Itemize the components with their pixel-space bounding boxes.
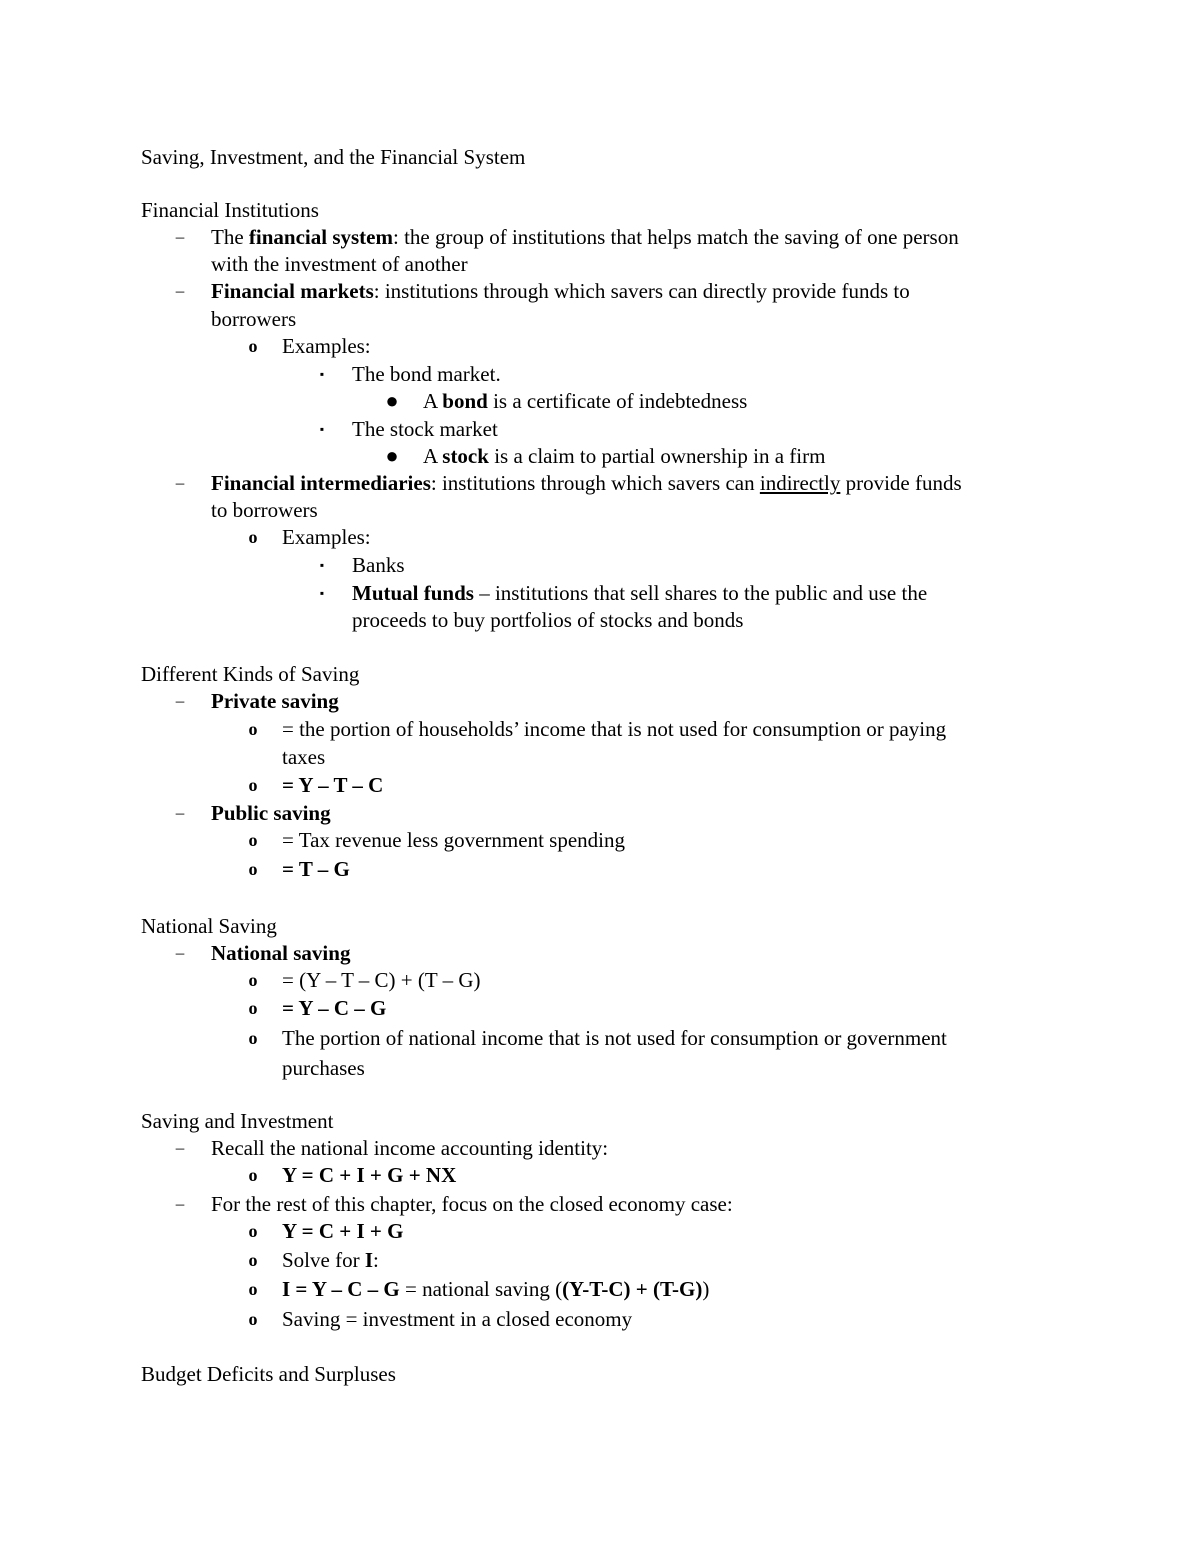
recall-identity-item: Recall the national income accounting identity: [211, 1136, 609, 1160]
circle-bullet: o [248, 1165, 258, 1185]
document-title: Saving, Investment, and the Financial System [141, 145, 526, 169]
investment-equation: I = Y – C – G = national saving ((Y-T-C) + (T-G)) [282, 1277, 710, 1301]
open-economy-identity: Y = C + I + G + NX [282, 1163, 457, 1187]
dot-bullet: ● [385, 388, 399, 413]
financial-intermediaries-item: Financial intermediaries: institutions through which savers can indirectly provide funds [211, 471, 962, 495]
term-financial-system: financial system [248, 225, 393, 249]
national-saving-equation-2: = Y – C – G [282, 996, 387, 1020]
mutual-funds-item-cont: proceeds to buy portfolios of stocks and bonds [352, 608, 744, 632]
section-heading-budget: Budget Deficits and Surpluses [141, 1362, 396, 1386]
dot-bullet: ● [385, 443, 399, 468]
financial-system-item: The financial system: the group of institutions that helps match the saving of one person [211, 225, 959, 249]
banks-item: Banks [352, 553, 405, 577]
term-mutual-funds: Mutual funds [352, 581, 474, 605]
term-bond: bond [442, 389, 488, 413]
closed-economy-focus-item: For the rest of this chapter, focus on the closed economy case: [211, 1192, 733, 1216]
financial-markets-item-cont: borrowers [211, 307, 297, 331]
dash-bullet: – [175, 1138, 185, 1157]
closed-economy-identity: Y = C + I + G [282, 1219, 404, 1243]
circle-bullet: o [248, 830, 258, 850]
public-saving-equation: = T – G [282, 857, 350, 881]
section-heading-financial-institutions: Financial Institutions [141, 198, 319, 222]
circle-bullet: o [248, 336, 258, 356]
financial-intermediaries-item-cont: to borrowers [211, 498, 318, 522]
private-saving-term: Private saving [211, 689, 339, 713]
circle-bullet: o [248, 1028, 258, 1048]
circle-bullet: o [248, 970, 258, 990]
financial-markets-item: Financial markets: institutions through which savers can directly provide funds to [211, 279, 910, 303]
term-stock: stock [442, 444, 489, 468]
bond-market-item: The bond market. [352, 362, 501, 386]
closed-economy-note: Saving = investment in a closed economy [282, 1307, 633, 1331]
circle-bullet: o [248, 1279, 258, 1299]
private-saving-equation: = Y – T – C [282, 773, 384, 797]
term-financial-intermediaries: Financial intermediaries [211, 471, 431, 495]
solve-for-i: Solve for I: [282, 1248, 379, 1272]
circle-bullet: o [248, 859, 258, 879]
dash-bullet: – [175, 473, 185, 492]
section-heading-saving-and-investment: Saving and Investment [141, 1109, 334, 1133]
dash-bullet: – [175, 803, 185, 822]
circle-bullet: o [248, 1221, 258, 1241]
public-saving-definition: = Tax revenue less government spending [282, 828, 625, 852]
circle-bullet: o [248, 775, 258, 795]
circle-bullet: o [248, 998, 258, 1018]
stock-market-item: The stock market [352, 417, 498, 441]
private-saving-definition: = the portion of households’ income that is not used for consumption or paying [282, 717, 947, 741]
public-saving-term: Public saving [211, 801, 331, 825]
private-saving-definition-cont: taxes [282, 745, 326, 769]
national-saving-definition: The portion of national income that is not used for consumption or government [282, 1026, 947, 1050]
circle-bullet: o [248, 527, 258, 547]
square-bullet: ▪ [319, 367, 325, 381]
circle-bullet: o [248, 1309, 258, 1329]
national-saving-equation-1: = (Y – T – C) + (T – G) [282, 968, 481, 992]
dash-bullet: – [175, 281, 185, 300]
dash-bullet: – [175, 691, 185, 710]
square-bullet: ▪ [319, 586, 325, 600]
term-financial-markets: Financial markets [211, 279, 374, 303]
square-bullet: ▪ [319, 422, 325, 436]
circle-bullet: o [248, 1250, 258, 1270]
national-saving-term: National saving [211, 941, 351, 965]
examples-label: Examples: [282, 525, 371, 549]
underlined-indirectly: indirectly [759, 471, 841, 495]
stock-definition: A stock is a claim to partial ownership in a firm [423, 444, 826, 468]
dash-bullet: – [175, 1194, 185, 1213]
square-bullet: ▪ [319, 558, 325, 572]
financial-system-item-cont: with the investment of another [211, 252, 468, 276]
national-saving-definition-cont: purchases [282, 1056, 365, 1080]
examples-label: Examples: [282, 334, 371, 358]
dash-bullet: – [175, 227, 185, 246]
circle-bullet: o [248, 719, 258, 739]
dash-bullet: – [175, 943, 185, 962]
bond-definition: A bond is a certificate of indebtedness [423, 389, 748, 413]
section-heading-kinds-of-saving: Different Kinds of Saving [141, 662, 360, 686]
mutual-funds-item: Mutual funds – institutions that sell shares to the public and use the [352, 581, 928, 605]
section-heading-national-saving: National Saving [141, 914, 277, 938]
